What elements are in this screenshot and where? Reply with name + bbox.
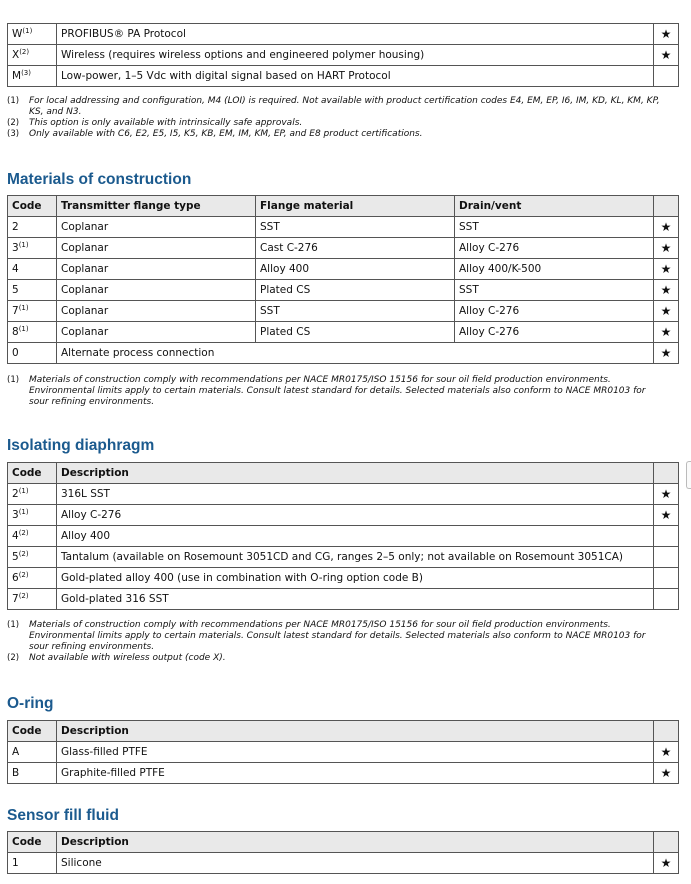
code-cell: 6$^{(2)}$ (8, 568, 57, 589)
table-header-row (8, 832, 679, 853)
description-header: Description (57, 463, 654, 484)
code-cell: 2$^{(1)}$ (8, 484, 57, 505)
star-icon: ★ (654, 343, 679, 364)
code-cell: 0 (8, 343, 57, 364)
table-row (8, 24, 679, 45)
star-header (654, 463, 679, 484)
table-row (8, 568, 679, 589)
flange-material-cell: SST (256, 301, 455, 322)
star-cell (654, 589, 679, 610)
footnote: (1) Materials of construction comply with recommendations per NACE MR0175/ISO 15156 for sour oil field production environments. Environmental limits apply to certain materials. Consult latest standard for details. Selected materials also conform to NACE MR0103 for sour refining environments. (7, 620, 646, 652)
table-row (8, 259, 679, 280)
oring-table (7, 720, 679, 784)
description-cell: Silicone (57, 853, 654, 874)
flange-type-header: Transmitter flange type (57, 196, 256, 217)
table-row (8, 217, 679, 238)
star-icon: ★ (654, 484, 679, 505)
footnote: (2) This option is only available with intrinsically safe approvals. (7, 118, 303, 128)
description-cell: Gold-plated alloy 400 (use in combination with O-ring option code B) (57, 568, 654, 589)
description-cell: Tantalum (available on Rosemount 3051CD and CG, ranges 2–5 only; not available on Rosemount 3051CA) (57, 547, 654, 568)
flange-material-cell: Plated CS (256, 280, 455, 301)
table-row (8, 547, 679, 568)
star-cell (654, 526, 679, 547)
code-header: Code (8, 196, 57, 217)
description-cell: Gold-plated 316 SST (57, 589, 654, 610)
star-cell (654, 568, 679, 589)
flange-type-cell: Coplanar (57, 217, 256, 238)
drain-vent-cell: Alloy 400/K-500 (455, 259, 654, 280)
table-header-row (8, 721, 679, 742)
table-row (8, 526, 679, 547)
oring-heading: O-ring (7, 695, 54, 712)
star-header (654, 721, 679, 742)
description-cell: 316L SST (57, 484, 654, 505)
fill-fluid-table (7, 831, 679, 874)
description-cell: Graphite-filled PTFE (57, 763, 654, 784)
code-header: Code (8, 721, 57, 742)
table-row (8, 45, 679, 66)
star-icon: ★ (654, 763, 679, 784)
table-row (8, 853, 679, 874)
code-cell: $X^{(2)}$ (8, 45, 57, 66)
star-icon: ★ (654, 259, 679, 280)
code-cell: 7$^{(1)}$ (8, 301, 57, 322)
description-header: Description (57, 832, 654, 853)
flange-material-cell: SST (256, 217, 455, 238)
description-cell: Alloy C-276 (57, 505, 654, 526)
table-row (8, 505, 679, 526)
description-cell: Alloy 400 (57, 526, 654, 547)
materials-heading: Materials of construction (7, 171, 192, 188)
flange-material-cell: Alloy 400 (256, 259, 455, 280)
footnote: (1) For local addressing and configuration, M4 (LOI) is required. Not available with product certification codes E4, EM, EP, I6, IM, KD, KL, KM, KP, KS, and N3. (7, 96, 660, 117)
table-row (8, 280, 679, 301)
table-row (8, 322, 679, 343)
code-cell: 5$^{(2)}$ (8, 547, 57, 568)
code-cell: $M^{(3)}$ (8, 66, 57, 87)
star-cell (654, 66, 679, 87)
drain-vent-cell: SST (455, 217, 654, 238)
footnote: (3) Only available with C6, E2, E5, I5, K5, KB, EM, IM, KM, EP, and E8 product certifications. (7, 129, 423, 139)
description-cell: Wireless (requires wireless options and engineered polymer housing) (57, 45, 654, 66)
drain-vent-header: Drain/vent (455, 196, 654, 217)
table-row (8, 484, 679, 505)
protocol-table (7, 23, 679, 87)
drain-vent-cell: Alloy C-276 (455, 322, 654, 343)
diaphragm-table (7, 462, 679, 610)
description-cell: Glass-filled PTFE (57, 742, 654, 763)
table-row (8, 66, 679, 87)
code-cell: 2 (8, 217, 57, 238)
fill-fluid-heading: Sensor fill fluid (7, 807, 119, 824)
star-icon: ★ (654, 505, 679, 526)
star-cell (654, 547, 679, 568)
drain-vent-cell: SST (455, 280, 654, 301)
star-icon: ★ (654, 280, 679, 301)
star-header (654, 832, 679, 853)
flange-material-header: Flange material (256, 196, 455, 217)
star-icon: ★ (654, 742, 679, 763)
code-cell: 1 (8, 853, 57, 874)
code-cell: 4 (8, 259, 57, 280)
code-cell: B (8, 763, 57, 784)
code-cell: 5 (8, 280, 57, 301)
table-header-row (8, 463, 679, 484)
flange-type-cell: Coplanar (57, 259, 256, 280)
flange-type-cell: Coplanar (57, 280, 256, 301)
page-edge-tab (686, 461, 691, 489)
diaphragm-footnotes (7, 620, 667, 664)
table-header-row (8, 196, 679, 217)
table-row (8, 301, 679, 322)
description-cell: Low-power, 1–5 Vdc with digital signal based on HART Protocol (57, 66, 654, 87)
code-cell: 4$^{(2)}$ (8, 526, 57, 547)
star-icon: ★ (654, 301, 679, 322)
protocol-footnotes (7, 96, 667, 140)
flange-type-cell: Coplanar (57, 322, 256, 343)
table-row (8, 343, 679, 364)
star-icon: ★ (654, 322, 679, 343)
materials-footnotes (7, 375, 667, 408)
description-cell: Alternate process connection (57, 343, 654, 364)
star-header (654, 196, 679, 217)
code-cell: 7$^{(2)}$ (8, 589, 57, 610)
footnote: (2) Not available with wireless output (code X). (7, 653, 226, 663)
code-cell: 3$^{(1)}$ (8, 238, 57, 259)
flange-material-cell: Plated CS (256, 322, 455, 343)
footnote: (1) Materials of construction comply with recommendations per NACE MR0175/ISO 15156 for sour oil field production environments. Environmental limits apply to certain materials. Consult latest standard for details. Selected materials also conform to NACE MR0103 for sour refining environments. (7, 375, 646, 407)
diaphragm-heading: Isolating diaphragm (7, 437, 155, 454)
table-row (8, 742, 679, 763)
star-icon: ★ (654, 217, 679, 238)
code-header: Code (8, 463, 57, 484)
star-icon: ★ (654, 853, 679, 874)
flange-type-cell: Coplanar (57, 238, 256, 259)
table-row (8, 763, 679, 784)
star-icon: ★ (654, 24, 679, 45)
star-icon: ★ (654, 45, 679, 66)
drain-vent-cell: Alloy C-276 (455, 301, 654, 322)
drain-vent-cell: Alloy C-276 (455, 238, 654, 259)
table-row (8, 589, 679, 610)
flange-type-cell: Coplanar (57, 301, 256, 322)
description-cell: PROFIBUS® PA Protocol (57, 24, 654, 45)
table-row (8, 238, 679, 259)
flange-material-cell: Cast C-276 (256, 238, 455, 259)
code-cell: 3$^{(1)}$ (8, 505, 57, 526)
code-cell: A (8, 742, 57, 763)
code-header: Code (8, 832, 57, 853)
code-cell: 8$^{(1)}$ (8, 322, 57, 343)
code-cell: $W^{(1)}$ (8, 24, 57, 45)
star-icon: ★ (654, 238, 679, 259)
materials-table (7, 195, 679, 364)
description-header: Description (57, 721, 654, 742)
